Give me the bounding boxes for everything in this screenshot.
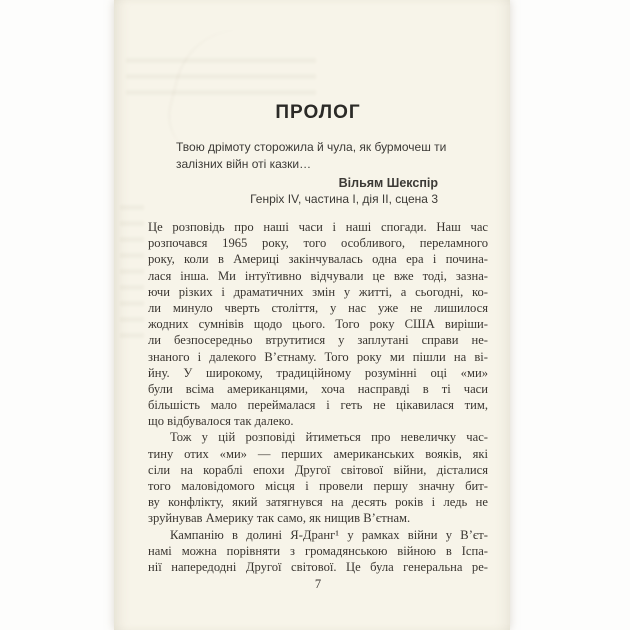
body-text-line: більшість мало переймалася і геть не цікавилася тим,: [148, 398, 488, 413]
body-text-line: року, коли в Америці закінчувалась одна ера і почина-: [148, 252, 488, 267]
paragraph-3: [148, 527, 488, 576]
body-text-line: Тож у цій розповіді йтиметься про невеличку час-: [170, 430, 488, 445]
body-text-line: Кампанію в долині Я-Дранг¹ у рамках війни у В’єт-: [170, 527, 488, 542]
body-text-line: ли минуло чверть століття, у нас уже не лишилося: [148, 300, 488, 315]
paragraph-2: [148, 429, 488, 526]
body-text-line: що відбувалося так далеко.: [148, 414, 294, 429]
epigraph-author: Вільям Шекспір: [338, 176, 438, 190]
body-text-line: розпочався 1965 року, того особливого, переламного: [148, 236, 488, 251]
epigraph-line-1: Твою дрімоту сторожила й чула, як бурмочеш ти: [176, 140, 447, 154]
body-text-line: були всіма американцями, хоча насправді в ті часи: [148, 381, 488, 396]
body-text-line: нії напередодні Другої світової. Це була генеральна ре-: [148, 559, 488, 574]
bleed-through-texture: [126, 58, 316, 104]
body-text-line: зруйнував Америку так само, як нищив В’єтнам.: [148, 511, 411, 526]
bleed-through-texture: [120, 205, 144, 345]
book-page: [114, 0, 510, 630]
body-text-line: ли безпосередньо втрутитися у заплутані справи не-: [148, 333, 488, 348]
epigraph: [176, 139, 447, 207]
body-text-line: тину отих «ми» — перших американських вояків, які: [148, 446, 488, 461]
body-text-line: Це розповідь про наші часи і наші спогади. Наш час: [148, 220, 488, 234]
body-text-line: ву конфлікту, який затягнувся на десять років і ледь не: [148, 495, 488, 510]
body-text-line: намі можна порівняти з громадянською війною в Іспа-: [148, 543, 488, 558]
page-number: 7: [314, 577, 322, 591]
body-text-line: ючи різких і драматичних змін у житті, а сьогодні, ко-: [148, 284, 488, 299]
body-text-line: того маловідомого місця і провели першу значну бит-: [148, 479, 488, 493]
body-text: [148, 219, 488, 575]
body-text-line: сіли на кораблі епохи Другої світової війни, дісталися: [148, 462, 488, 477]
chapter-heading: ПРОЛОГ: [275, 102, 361, 123]
paragraph-1: [148, 219, 488, 429]
body-text-line: жодних сумнівів щодо цього. Того року США виріши-: [148, 317, 488, 332]
epigraph-line-2: залізних війн оті казки…: [176, 157, 312, 171]
body-text-line: йну. У широкому, традиційному розумінні оці «ми»: [148, 365, 488, 380]
epigraph-source: Генріх IV, частина I, дія II, сцена 3: [250, 192, 438, 206]
body-text-line: знаного і далекого В’єтнаму. Того року ми пішли на ві-: [148, 349, 488, 364]
body-text-line: лася інша. Ми інтуїтивно відчували це вже тоді, зазна-: [148, 268, 488, 283]
